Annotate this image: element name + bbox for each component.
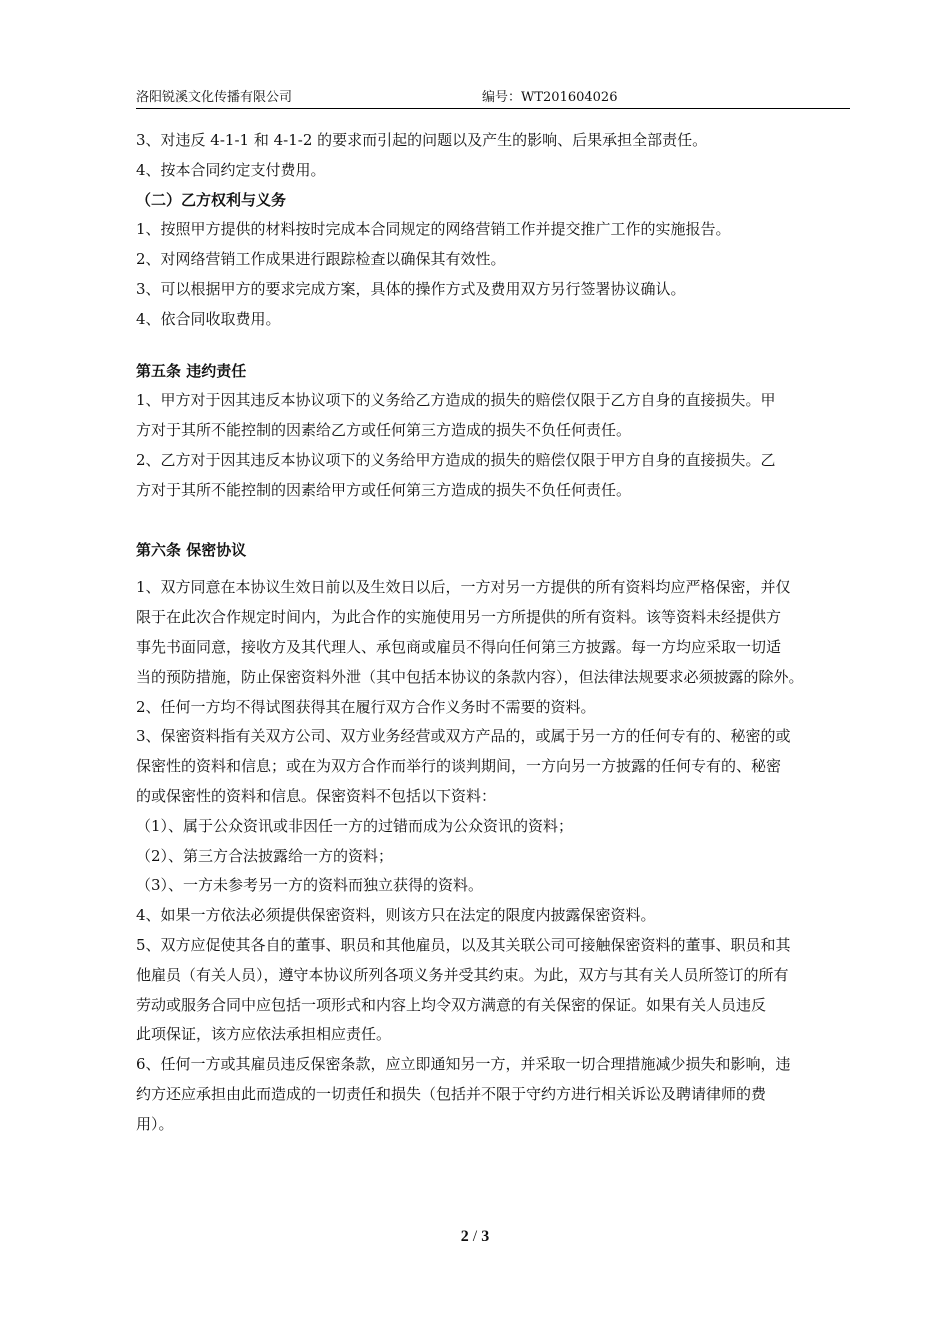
list-item: （2）、第三方合法披露给一方的资料； <box>136 846 394 865</box>
paragraph-line: 约方还应承担由此而造成的一切责任和损失（包括并不限于守约方进行相关诉讼及聘请律师的费 <box>136 1084 767 1103</box>
paragraph-line: 事先书面同意，接收方及其代理人、承包商或雇员不得向任何第三方披露。每一方均应采取一切适 <box>136 637 782 656</box>
subsection-heading: （二）乙方权利与义务 <box>136 190 287 209</box>
paragraph-line: 的或保密性的资料和信息。保密资料不包括以下资料： <box>136 786 497 805</box>
paragraph-line: 当的预防措施，防止保密资料外泄（其中包括本协议的条款内容），但法律法规要求必须披露的除外。 <box>136 667 804 686</box>
paragraph-line: 2、乙方对于因其违反本协议项下的义务给甲方造成的损失的赔偿仅限于甲方自身的直接损失。乙 <box>136 450 776 469</box>
paragraph-line: 3、可以根据甲方的要求完成方案，具体的操作方式及费用双方另行签署协议确认。 <box>136 279 686 298</box>
paragraph-line: 用）。 <box>136 1114 174 1133</box>
section-heading: 第六条 保密协议 <box>136 540 247 559</box>
header-document-number: 编号：WT201604026 <box>482 90 618 105</box>
paragraph-line: 5、双方应促使其各自的董事、职员和其他雇员，以及其关联公司可接触保密资料的董事、职员和其 <box>136 935 791 954</box>
section-heading: 第五条 违约责任 <box>136 361 247 380</box>
paragraph-line: 劳动或服务合同中应包括一项形式和内容上均令双方满意的有关保密的保证。如果有关人员违反 <box>136 995 767 1014</box>
total-pages: 3 <box>481 1228 490 1245</box>
list-item: （1）、属于公众资讯或非因任一方的过错而成为公众资讯的资料； <box>136 816 574 835</box>
paragraph-line: 4、按本合同约定支付费用。 <box>136 160 326 179</box>
paragraph-line: 1、甲方对于因其违反本协议项下的义务给乙方造成的损失的赔偿仅限于乙方自身的直接损失。甲 <box>136 391 776 410</box>
paragraph-line: 1、按照甲方提供的材料按时完成本合同规定的网络营销工作并提交推广工作的实施报告。 <box>136 220 731 239</box>
paragraph-line: 方对于其所不能控制的因素给乙方或任何第三方造成的损失不负任何责任。 <box>136 421 632 440</box>
current-page: 2 <box>460 1228 469 1245</box>
paragraph-line: 2、对网络营销工作成果进行跟踪检查以确保其有效性。 <box>136 250 506 269</box>
page-separator: / <box>472 1228 478 1245</box>
paragraph-line: 3、保密资料指有关双方公司、双方业务经营或双方产品的，或属于另一方的任何专有的、秘密的或 <box>136 727 791 746</box>
paragraph-line: 此项保证，该方应依法承担相应责任。 <box>136 1025 392 1044</box>
page-number <box>0 1228 950 1246</box>
paragraph-line: 限于在此次合作规定时间内，为此合作的实施使用另一方所提供的所有资料。该等资料未经提供方 <box>136 608 782 627</box>
paragraph-line: 保密性的资料和信息；或在为双方合作而举行的谈判期间，一方向另一方披露的任何专有的、秘密 <box>136 757 782 776</box>
document-body <box>136 126 850 1140</box>
paragraph-line: 2、任何一方均不得试图获得其在履行双方合作义务时不需要的资料。 <box>136 697 596 716</box>
page-header <box>136 88 850 109</box>
paragraph-line: 6、任何一方或其雇员违反保密条款，应立即通知另一方，并采取一切合理措施减少损失和影响，违 <box>136 1055 791 1074</box>
list-item: （3）、一方未参考另一方的资料而独立获得的资料。 <box>136 876 484 895</box>
paragraph-line: 他雇员（有关人员），遵守本协议所列各项义务并受其约束。为此，双方与其有关人员所签订的所有 <box>136 965 789 984</box>
paragraph-line: 4、依合同收取费用。 <box>136 309 281 328</box>
paragraph-line: 4、如果一方依法必须提供保密资料，则该方只在法定的限度内披露保密资料。 <box>136 906 656 925</box>
paragraph-line: 1、双方同意在本协议生效日前以及生效日以后，一方对另一方提供的所有资料均应严格保密，并仅 <box>136 578 791 597</box>
header-company-name: 洛阳锐溪文化传播有限公司 <box>136 90 293 105</box>
paragraph-line: 方对于其所不能控制的因素给甲方或任何第三方造成的损失不负任何责任。 <box>136 480 632 499</box>
paragraph-line: 3、对违反 4-1-1 和 4-1-2 的要求而引起的问题以及产生的影响、后果承担全部责任。 <box>136 131 708 149</box>
